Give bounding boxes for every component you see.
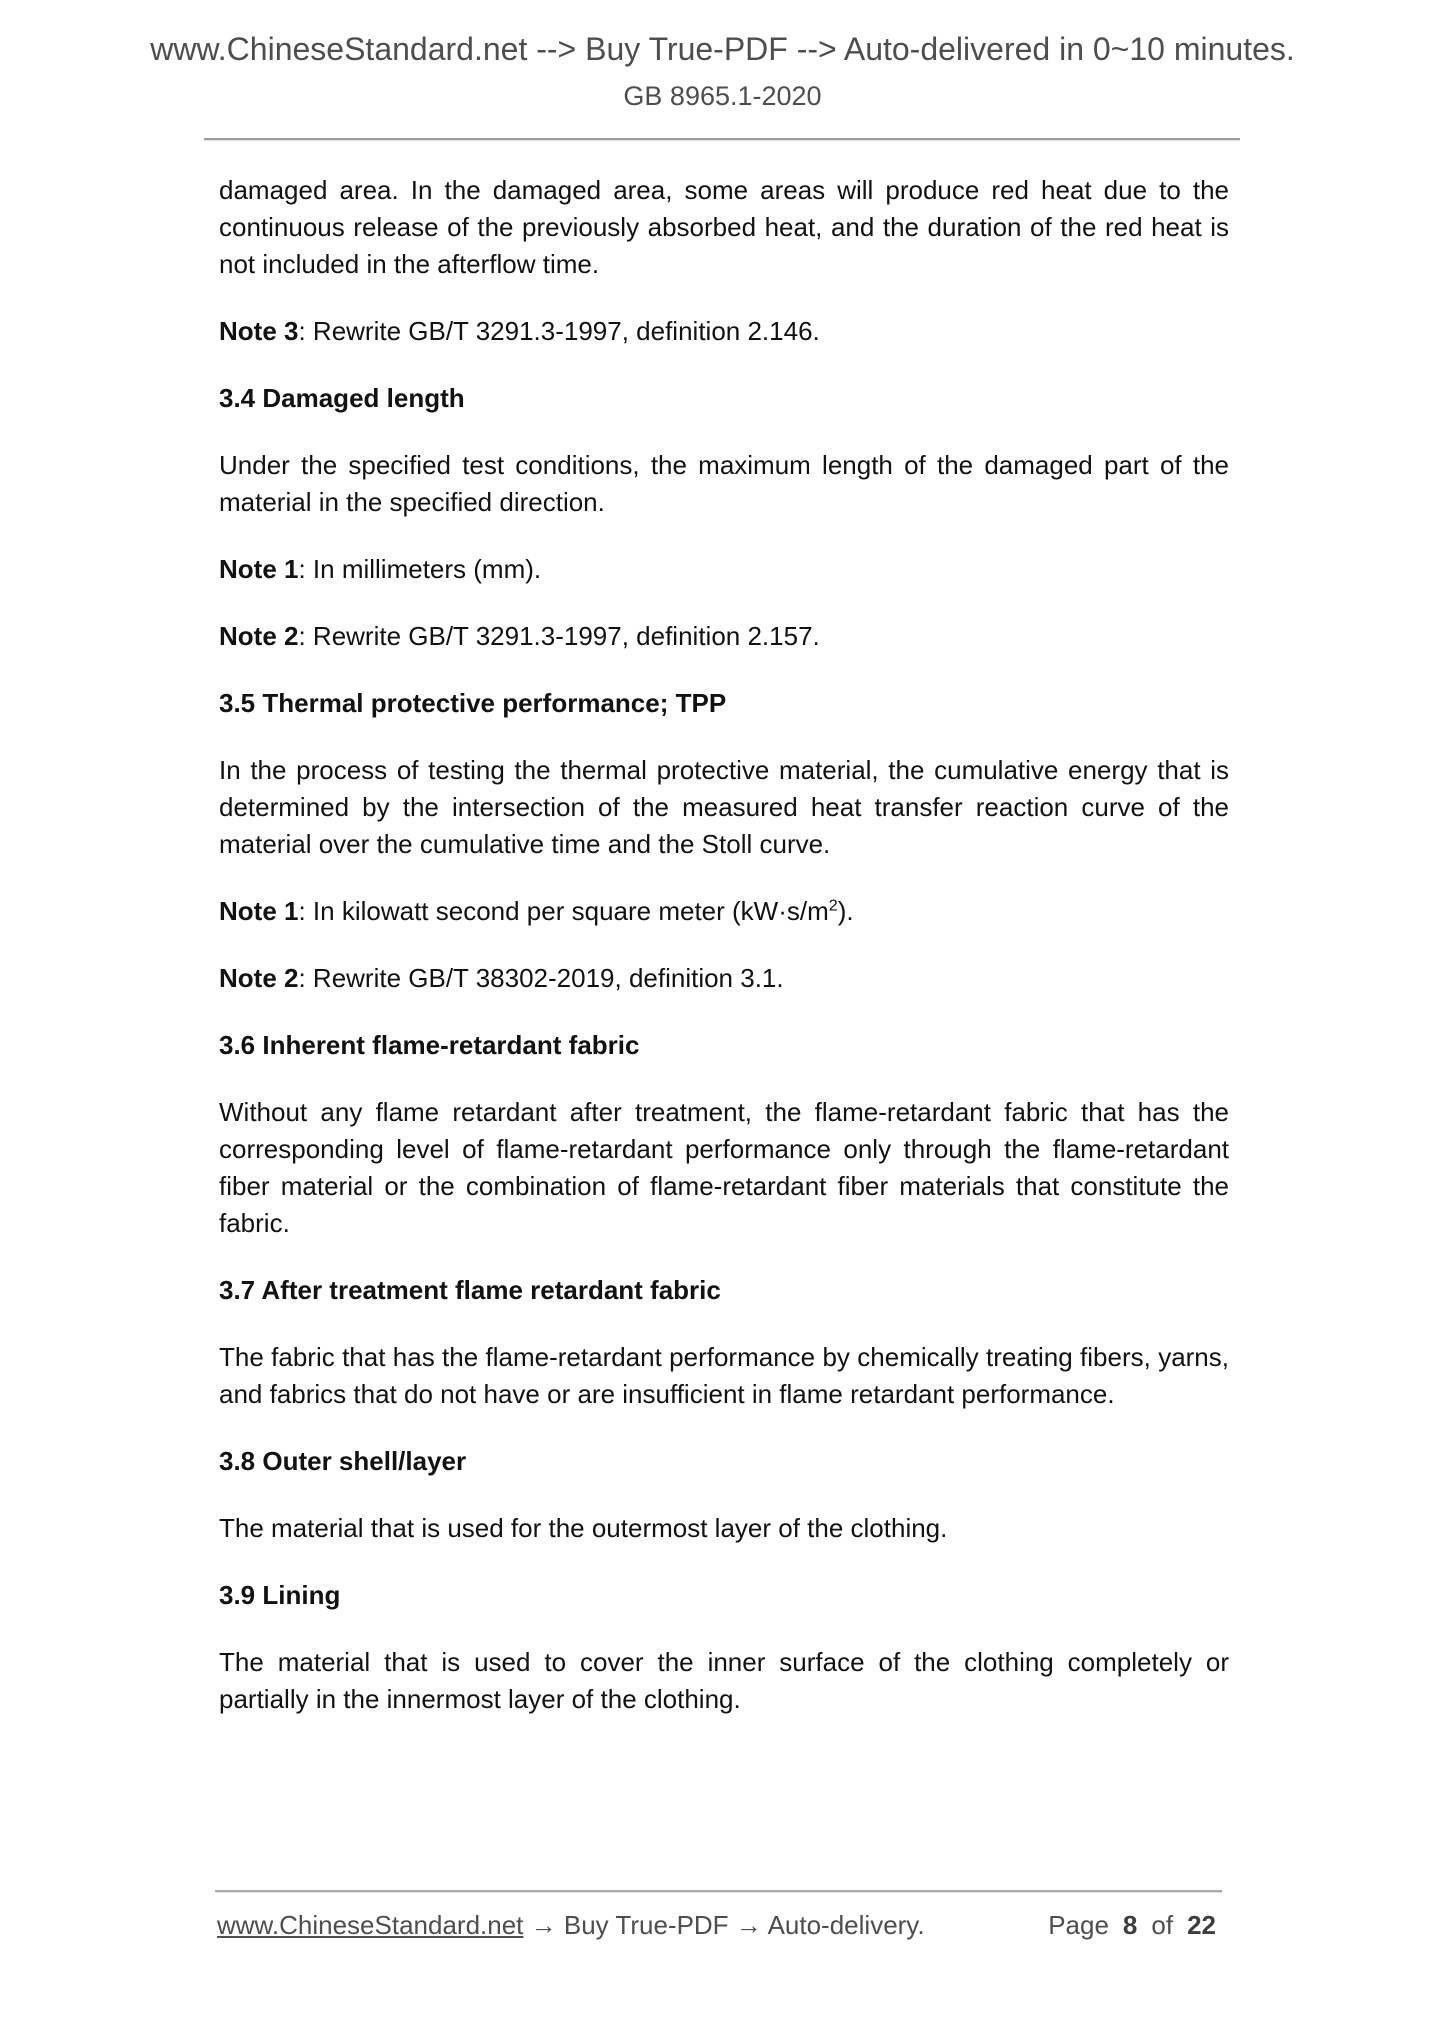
page-total: 22 [1187,1910,1216,1940]
footer-site-link[interactable]: www.ChineseStandard.net [217,1910,524,1940]
footer-divider [215,1890,1222,1893]
header-divider [204,138,1240,141]
note-label: Note 1 [219,554,299,584]
section-heading-3-4: 3.4 Damaged length [219,383,465,413]
paragraph-afterflow: damaged area. In the damaged area, some areas will produce red heat due to the continuous release of the previously absorbed heat, and the duration of the red heat is not included in the afterflow time. [219,175,1229,279]
section-heading-3-9: 3.9 Lining [219,1580,341,1610]
paragraph-inherent-fr: Without any flame retardant after treatment, the flame-retardant fabric that has the corresponding level of flame-retardant performance only through the flame-retardant fiber material or the combination of flame-retardant fiber materials that constitute the fabric. [219,1097,1229,1238]
paragraph-lining: The material that is used to cover the inner surface of the clothing completely or partially in the innermost layer of the clothing. [219,1647,1229,1714]
header-banner: www.ChineseStandard.net --> Buy True-PDF --> Auto-delivered in 0~10 minutes. [150,31,1295,67]
paragraph-tpp: In the process of testing the thermal protective material, the cumulative energy that is determined by the intersection of the measured heat transfer reaction curve of the material over the cumulative time and the Stoll curve. [219,755,1229,859]
footer [217,1908,1224,1942]
paragraph-after-treatment-fr: The fabric that has the flame-retardant performance by chemically treating fibers, yarns, and fabrics that do not have or are insufficient in flame retardant performance. [219,1342,1229,1409]
note-3 [219,313,1229,350]
page-label: Page [1048,1910,1109,1940]
footer-left [217,1908,925,1942]
note-text: : Rewrite GB/T 3291.3-1997, definition 2.157. [298,621,820,651]
note-label: Note 2 [219,621,299,651]
paragraph-damaged-length: Under the specified test conditions, the maximum length of the damaged part of the material in the specified direction. [219,450,1229,517]
note-label: Note 2 [219,963,299,993]
page-current: 8 [1122,1910,1138,1940]
section-heading-3-8: 3.8 Outer shell/layer [219,1446,467,1476]
doc-number: GB 8965.1-2020 [623,81,822,111]
note-text: : Rewrite GB/T 38302-2019, definition 3.1. [298,963,784,993]
note-text: : In millimeters (mm). [298,554,542,584]
superscript-2: 2 [828,896,838,915]
section-heading-3-7: 3.7 After treatment flame retardant fabric [219,1275,721,1305]
section-heading-3-5: 3.5 Thermal protective performance; TPP [219,688,727,718]
note-2-rewrite [219,618,1229,655]
note-label: Note 3 [219,316,299,346]
document-body [219,172,1229,1748]
note-2-38302 [219,960,1229,997]
note-1-mm [219,551,1229,588]
note-text: : Rewrite GB/T 3291.3-1997, definition 2.146. [298,316,820,346]
note-1-kilowatt [219,893,1229,930]
page-indicator [1048,1908,1216,1942]
paragraph-outer-shell: The material that is used for the outermost layer of the clothing. [219,1513,948,1543]
of-label: of [1151,1910,1174,1940]
section-heading-3-6: 3.6 Inherent flame-retardant fabric [219,1030,640,1060]
note-label: Note 1 [219,896,299,926]
footer-tagline: → Buy True-PDF → Auto-delivery. [523,1910,925,1940]
note-text: : In kilowatt second per square meter (kW·s/m [298,896,829,926]
note-text-tail: ). [837,896,854,926]
